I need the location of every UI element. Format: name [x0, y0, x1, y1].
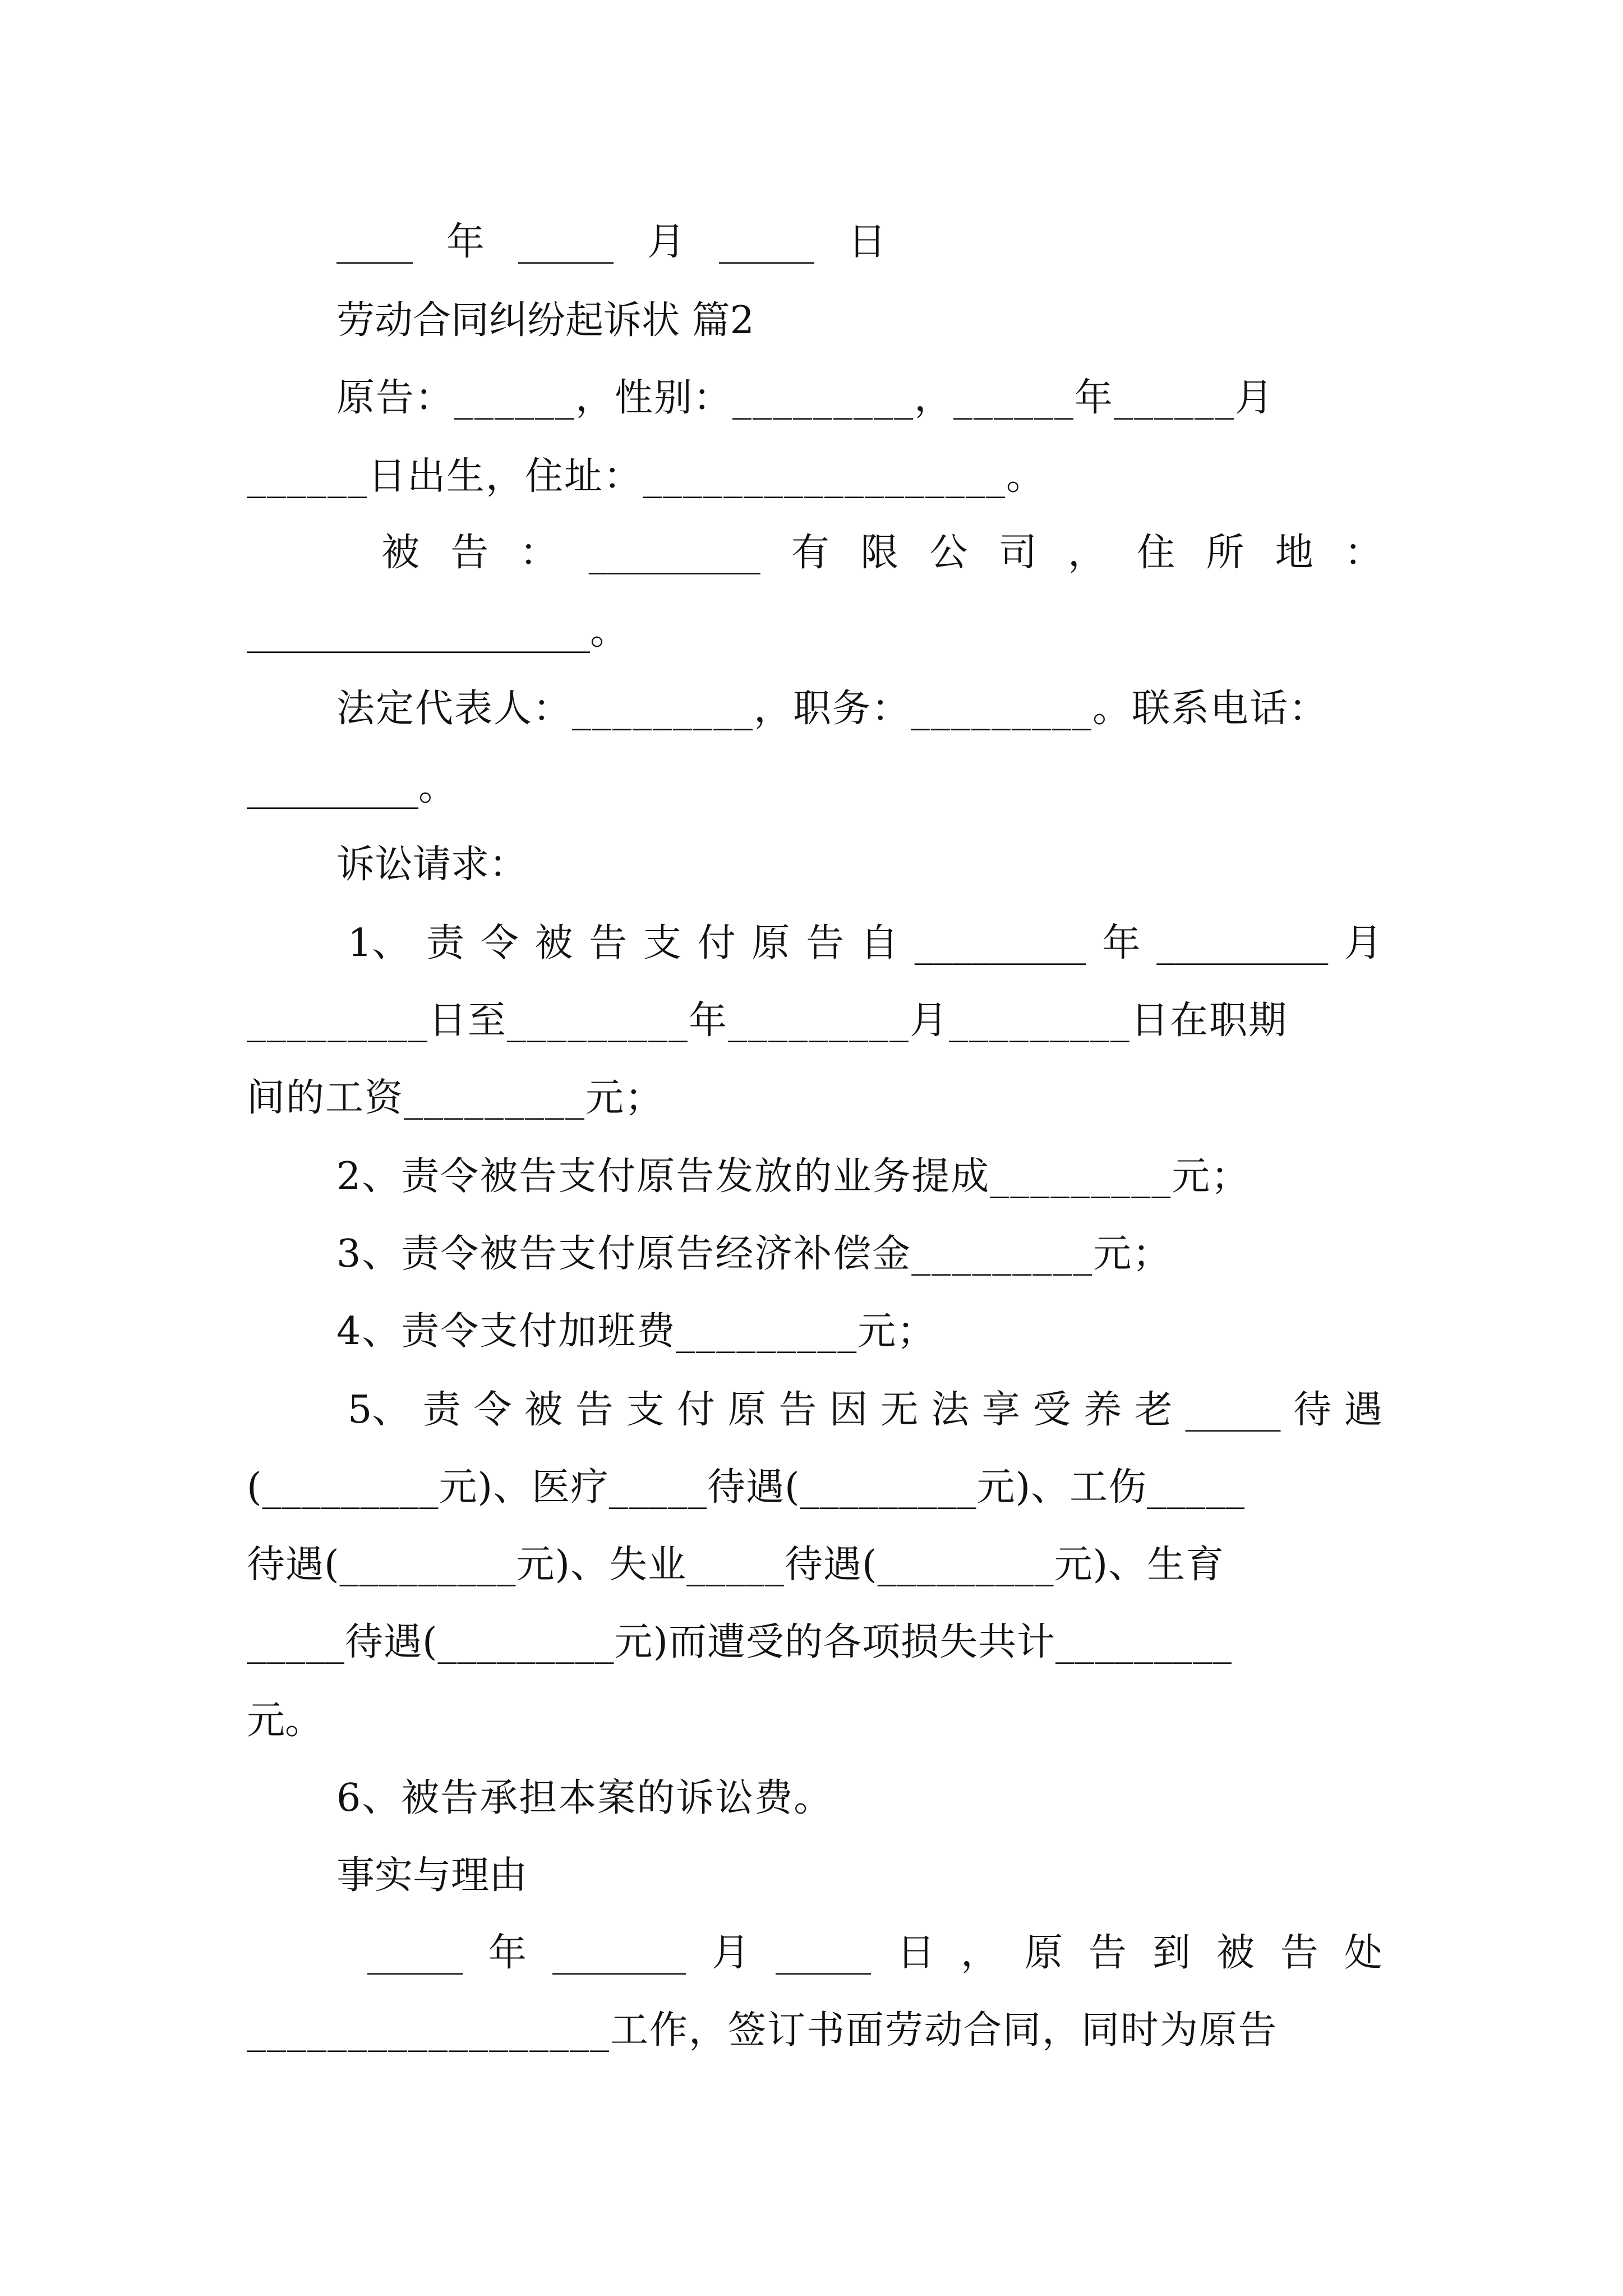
defendant-segment: 有 [791, 531, 829, 575]
claim-5-segment: 付 [677, 1388, 716, 1432]
claim-5-segment: 养 [1083, 1388, 1122, 1432]
claim-5-segment: 令 [473, 1388, 512, 1432]
claim-5-segment: 享 [981, 1388, 1020, 1432]
claim-5-line-4: _____待遇(_________元)而遭受的各项损失共计_________ [247, 1620, 1233, 1664]
claim-1-segment: 告 [806, 921, 845, 965]
representative-line-2: _________。 [247, 765, 457, 809]
claim-3: 3、责令被告支付原告经济补偿金_________元； [336, 1232, 1172, 1276]
facts-segment: _______ [552, 1931, 686, 1975]
claim-2: 2、责令被告支付原告发放的业务提成_________元； [336, 1154, 1251, 1199]
claim-1-segment: 令 [480, 921, 519, 965]
claim-1-segment: 告 [589, 921, 628, 965]
facts-segment: ， [960, 1931, 999, 1975]
claim-5-segment: _____ [1185, 1388, 1281, 1432]
defendant-line-2: __________________。 [247, 609, 629, 654]
claim-5-line-2: (_________元)、医疗_____待遇(_________元)、工伤_____ [247, 1465, 1246, 1510]
defendant-segment: 地 [1275, 531, 1313, 575]
facts-segment: 到 [1152, 1931, 1191, 1975]
claim-1-segment: 支 [643, 921, 682, 965]
claim-5-segment: 法 [931, 1388, 970, 1432]
claim-5-segment: 受 [1032, 1388, 1071, 1432]
plaintiff-line-1: 原告：______，性别：_________，______年______月 [336, 376, 1275, 420]
defendant-segment: ： [1344, 531, 1382, 575]
defendant-segment: 所 [1206, 531, 1244, 575]
facts-segment: 告 [1280, 1931, 1318, 1975]
claim-1-line-1 [348, 921, 1382, 965]
defendant-segment: ： [519, 531, 558, 575]
facts-segment: 月 [711, 1931, 750, 1975]
defendant-line-1 [381, 531, 1382, 575]
claim-4: 4、责令支付加班费_________元； [336, 1309, 937, 1354]
facts-heading: 事实与理由 [336, 1853, 528, 1898]
claim-1-segment: _________ [914, 921, 1086, 965]
defendant-segment: 住 [1137, 531, 1175, 575]
defendant-segment: 公 [929, 531, 968, 575]
plaintiff-line-2: ______日出生，住址：__________________。 [247, 454, 1046, 499]
facts-segment: 原 [1024, 1931, 1063, 1975]
defendant-segment: ， [1067, 531, 1106, 575]
claim-5-segment: 被 [524, 1388, 563, 1432]
day-blank: _____ [718, 220, 814, 264]
claim-6: 6、被告承担本案的诉讼费。 [336, 1776, 833, 1820]
defendant-segment: 被 [381, 531, 420, 575]
claim-5-segment: 无 [880, 1388, 919, 1432]
claim-1-segment: 月 [1344, 921, 1382, 965]
claim-1-segment: 原 [751, 921, 790, 965]
claim-5-line-3: 待遇(_________元)、失业_____待遇(_________元)、生育 [247, 1543, 1225, 1587]
facts-segment: 处 [1344, 1931, 1382, 1975]
claim-1-segment: 被 [534, 921, 573, 965]
claim-5-segment: 支 [626, 1388, 665, 1432]
claim-5-segment: 因 [829, 1388, 868, 1432]
facts-segment: 年 [488, 1931, 527, 1975]
day-label: 日 [847, 220, 886, 264]
defendant-segment: 司 [998, 531, 1037, 575]
claim-5-line-1 [348, 1388, 1382, 1432]
facts-segment: _____ [775, 1931, 871, 1975]
year-blank: ____ [336, 220, 413, 264]
defendant-segment: 告 [450, 531, 489, 575]
facts-line-1 [367, 1931, 1382, 1975]
document-heading: 劳动合同纠纷起诉状 篇2 [336, 298, 754, 343]
claim-1-segment: _________ [1156, 921, 1329, 965]
claim-5-segment: 告 [575, 1388, 614, 1432]
claims-heading: 诉讼请求： [336, 843, 528, 887]
month-blank: _____ [518, 220, 614, 264]
defendant-segment: 限 [860, 531, 899, 575]
claim-1-line-3: 间的工资_________元； [247, 1076, 665, 1120]
claim-5-segment: 告 [778, 1388, 817, 1432]
claim-1-segment: 责 [426, 921, 465, 965]
facts-segment: 告 [1088, 1931, 1127, 1975]
representative-line-1: 法定代表人：_________，职务：_________。联系电话： [336, 687, 1329, 731]
claim-5-segment: 原 [727, 1388, 766, 1432]
claim-5-segment: 5、 [348, 1388, 411, 1432]
claim-1-segment: 年 [1102, 921, 1141, 965]
month-label: 月 [647, 220, 685, 264]
claim-5-segment: 待 [1293, 1388, 1332, 1432]
facts-line-2: __________________工作，签订书面劳动合同，同时为原告 [247, 2008, 1278, 2053]
claim-1-line-2: _________日至_________年_________月_________日在职期 [247, 999, 1288, 1043]
claim-1-segment: 自 [860, 921, 899, 965]
claim-1-segment: 1、 [348, 921, 411, 965]
facts-segment: 被 [1216, 1931, 1255, 1975]
claim-5-segment: 责 [422, 1388, 461, 1432]
defendant-segment: _________ [588, 531, 760, 575]
year-label: 年 [446, 220, 485, 264]
claim-5-segment: 遇 [1344, 1388, 1382, 1432]
claim-5-line-5: 元。 [247, 1699, 324, 1743]
facts-segment: 日 [896, 1931, 935, 1975]
date-line [336, 220, 886, 264]
claim-1-segment: 付 [697, 921, 736, 965]
claim-5-segment: 老 [1134, 1388, 1173, 1432]
facts-segment: _____ [367, 1931, 463, 1975]
